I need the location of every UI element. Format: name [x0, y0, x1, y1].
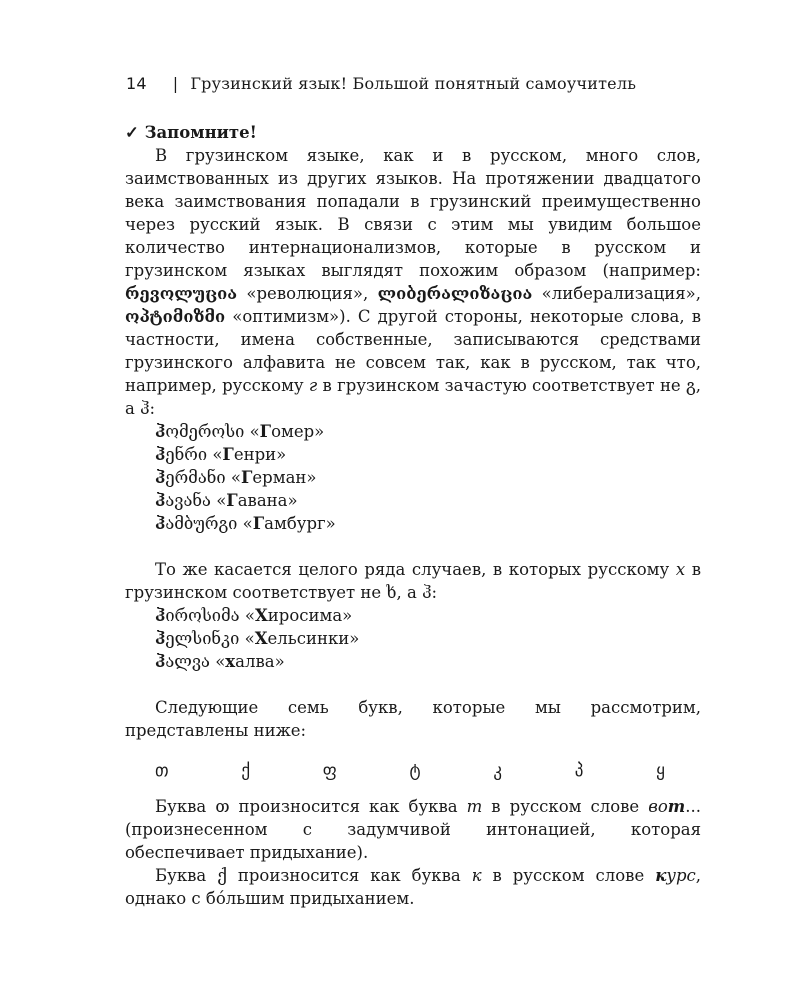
- paragraph-letter-t: [125, 795, 701, 864]
- spacer: [125, 535, 701, 558]
- letter-row: [125, 760, 701, 783]
- georgian-letter: ჰ: [155, 422, 166, 441]
- georgian-word: ოპტიმიზმი: [125, 307, 226, 326]
- paragraph-loanwords: [125, 144, 701, 420]
- x-example-list: [125, 604, 701, 673]
- example-item: [125, 443, 701, 466]
- georgian-letter: ჰ: [155, 652, 166, 671]
- text-segment: То же касается целого ряда случаев, в которых русскому: [155, 560, 676, 579]
- text-segment: в грузинском зачастую соответствует не: [317, 376, 686, 395]
- example-item: [125, 627, 701, 650]
- georgian-letter: ხ: [386, 583, 397, 602]
- georgian-word: რევოლუცია: [125, 284, 238, 303]
- russian-letter: х: [225, 652, 236, 671]
- example-text: ელსინკი «: [165, 629, 255, 648]
- text-segment: ... (произнесенном с задумчивой интонацией, которая обеспечивает придыхание).: [125, 797, 701, 862]
- paragraph-x-letter: [125, 558, 701, 604]
- georgian-letter: ჰ: [155, 468, 166, 487]
- russian-letter: Г: [241, 468, 253, 487]
- russian-letter: т: [466, 797, 483, 816]
- example-text: амбург»: [264, 514, 336, 533]
- georgian-letter: ჰ: [155, 606, 166, 625]
- example-item: [125, 489, 701, 512]
- example-text: омер»: [271, 422, 325, 441]
- text-segment: :: [149, 399, 156, 418]
- paragraph-letter-k: [125, 864, 701, 910]
- example-word: во: [648, 797, 668, 816]
- example-text: ერმანი «: [165, 468, 242, 487]
- russian-letter: Х: [254, 606, 268, 625]
- example-text: енри»: [233, 445, 287, 464]
- book-title: Грузинский язык! Большой понятный самоучитель: [190, 74, 637, 93]
- highlighted-letter: к: [655, 866, 667, 885]
- text-segment: В грузинском языке, как и в русском, много слов, заимствованных из других языков. На протяжении двадцатого века заимствования попадали в грузинский преимущественно через русский язык. В связи с этим мы увидим большое количество интернационализмов, которые в русском и грузинском языках выглядят похожим образом (например:: [125, 146, 701, 280]
- text-segment: «либерализация»,: [532, 284, 702, 303]
- example-item: [125, 604, 701, 627]
- example-text: ალვა «: [165, 652, 226, 671]
- example-word: урс: [666, 866, 696, 885]
- example-item: [125, 466, 701, 489]
- paragraph-seven-letters: Следующие семь букв, которые мы рассмотрим, представлены ниже:: [125, 698, 701, 740]
- text-segment: , однако с бóльшим придыханием.: [125, 866, 701, 908]
- georgian-letter: ჰ: [155, 445, 166, 464]
- example-text: иросима»: [267, 606, 353, 625]
- text-segment: в грузинском соответствует не: [125, 560, 701, 602]
- georgian-letter: ჰ: [422, 583, 432, 602]
- russian-letter: Г: [226, 491, 238, 510]
- g-example-list: [125, 420, 701, 535]
- header-separator: |: [172, 74, 179, 93]
- georgian-letter: ჰ: [140, 399, 150, 418]
- example-text: авана»: [237, 491, 298, 510]
- page-number: 14: [126, 74, 147, 93]
- letter-p-ejective: პ: [574, 761, 584, 781]
- letter-p: ფ: [322, 761, 337, 781]
- letter-t-ejective: ტ: [409, 761, 421, 781]
- notice-heading: [125, 121, 701, 144]
- text-segment: Буква: [155, 866, 218, 885]
- georgian-word: ლიბერალიზაცია: [377, 284, 533, 303]
- text-segment: произносится как буква: [226, 866, 472, 885]
- page-body: [125, 121, 701, 910]
- text-segment: Буква: [155, 797, 216, 816]
- example-text: ерман»: [252, 468, 317, 487]
- text-segment: произносится как буква: [229, 797, 467, 816]
- russian-letter: к: [471, 866, 482, 885]
- georgian-letter: თ: [215, 797, 230, 816]
- example-item: [125, 650, 701, 673]
- example-text: ამბურგი «: [165, 514, 253, 533]
- russian-letter: Г: [222, 445, 234, 464]
- text-segment: , а: [125, 376, 701, 418]
- example-text: იროსიმა «: [165, 606, 255, 625]
- spacer: [125, 673, 701, 696]
- georgian-letter: ჰ: [155, 491, 166, 510]
- russian-letter: г: [308, 376, 318, 395]
- text-segment: в русском слове: [481, 866, 656, 885]
- letter-k-ejective: კ: [493, 761, 503, 781]
- text-segment: :: [431, 583, 438, 602]
- russian-letter: Г: [259, 422, 272, 441]
- notice-title: Запомните!: [144, 123, 257, 142]
- highlighted-letter: т: [667, 797, 686, 816]
- georgian-letter: ქ: [217, 866, 227, 885]
- example-text: ельсинки»: [267, 629, 360, 648]
- check-icon: ✓: [125, 123, 139, 142]
- running-header: [126, 74, 636, 93]
- letter-q: ყ: [656, 761, 665, 781]
- letter-t: თ: [155, 761, 169, 781]
- georgian-letter: გ: [686, 376, 696, 395]
- text-segment: «оптимизм»). С другой стороны, некоторые слова, в частности, имена собственные, записываются средствами грузинского алфавита не совсем так, как в русском, так что, например, русскому: [125, 307, 701, 395]
- georgian-letter: ჰ: [155, 514, 166, 533]
- text-segment: в русском слове: [482, 797, 649, 816]
- russian-letter: Х: [254, 629, 268, 648]
- text-segment: «революция»,: [237, 284, 378, 303]
- example-text: ომეროსი «: [165, 422, 260, 441]
- russian-letter: х: [675, 560, 686, 579]
- russian-letter: Г: [252, 514, 265, 533]
- letter-k: ქ: [241, 761, 251, 781]
- example-text: ენრი «: [165, 445, 223, 464]
- example-text: алва»: [235, 652, 285, 671]
- example-item: [125, 420, 701, 443]
- example-item: [125, 512, 701, 535]
- text-segment: , а: [396, 583, 423, 602]
- example-text: ავანა «: [165, 491, 227, 510]
- georgian-letter: ჰ: [155, 629, 166, 648]
